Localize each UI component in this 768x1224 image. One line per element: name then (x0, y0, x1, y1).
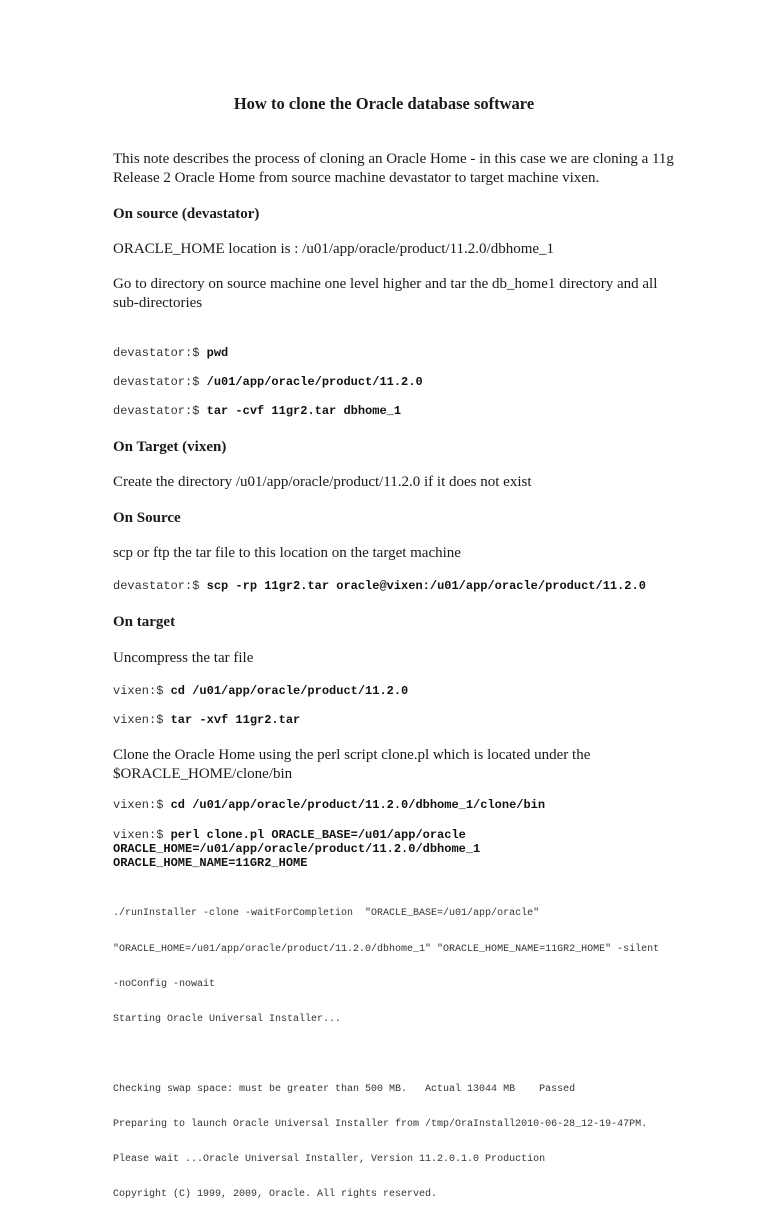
output-line: Please wait ...Oracle Universal Installer, Version 11.2.0.1.0 Production (113, 1154, 546, 1166)
shell-prompt: devastator:$ (113, 579, 207, 593)
command-line (113, 346, 228, 360)
goto-line: Go to directory on source machine one level higher and tar the db_home1 directory and all (113, 276, 658, 292)
heading-on-source-devastator: On source (devastator) (113, 206, 260, 222)
command-line (113, 684, 408, 698)
command-text: pwd (206, 346, 229, 360)
shell-prompt: vixen:$ (113, 828, 171, 842)
clone-instruction-paragraph (113, 746, 693, 784)
command-text: /u01/app/oracle/product/11.2.0 (206, 375, 423, 389)
command-text: tar -cvf 11gr2.tar dbhome_1 (206, 404, 402, 418)
uncompress-text: Uncompress the tar file (113, 650, 254, 666)
page-title: How to clone the Oracle database software (233, 94, 535, 113)
shell-prompt: devastator:$ (113, 404, 207, 418)
command-text: scp -rp 11gr2.tar oracle@vixen:/u01/app/oracle/product/11.2.0 (206, 579, 646, 593)
output-line: ./runInstaller -clone -waitForCompletion "ORACLE_BASE=/u01/app/oracle" (113, 908, 540, 920)
output-line: Copyright (C) 1999, 2009, Oracle. All rights reserved. (113, 1189, 438, 1201)
installer-output (113, 885, 659, 1224)
oracle-home-location-text: ORACLE_HOME location is : /u01/app/oracle/product/11.2.0/dbhome_1 (113, 241, 555, 257)
shell-prompt: vixen:$ (113, 684, 171, 698)
shell-prompt: vixen:$ (113, 798, 171, 812)
heading-on-target: On target (113, 614, 176, 630)
shell-prompt: devastator:$ (113, 346, 207, 360)
shell-prompt: devastator:$ (113, 375, 207, 389)
output-line: "ORACLE_HOME=/u01/app/oracle/product/11.2.0/dbhome_1" "ORACLE_HOME_NAME=11GR2_HOME" -silent (113, 943, 660, 955)
output-line: -noConfig -nowait (113, 978, 216, 990)
heading-on-target-vixen: On Target (vixen) (113, 439, 227, 455)
command-text: tar -xvf 11gr2.tar (170, 713, 301, 727)
perl-clone-command (113, 828, 480, 870)
intro-paragraph (113, 150, 693, 188)
command-line (113, 375, 423, 389)
intro-line: This note describes the process of cloning an Oracle Home - in this case we are cloning a 11g (113, 151, 674, 167)
command-text: cd /u01/app/oracle/product/11.2.0 (170, 684, 409, 698)
scp-instruction-text: scp or ftp the tar file to this location on the target machine (113, 545, 461, 561)
intro-line: Release 2 Oracle Home from source machine devastator to target machine vixen. (113, 170, 600, 186)
output-line: Checking swap space: must be greater than 500 MB. Actual 13044 MB Passed (113, 1083, 576, 1095)
heading-on-source: On Source (113, 510, 181, 526)
output-line: Starting Oracle Universal Installer... (113, 1013, 342, 1025)
command-text: perl clone.pl ORACLE_BASE=/u01/app/oracle (170, 828, 466, 842)
shell-prompt: vixen:$ (113, 713, 171, 727)
command-line (113, 404, 401, 418)
command-line (113, 579, 646, 593)
command-text: ORACLE_HOME=/u01/app/oracle/product/11.2.0/dbhome_1 (113, 842, 481, 856)
create-directory-text: Create the directory /u01/app/oracle/product/11.2.0 if it does not exist (113, 474, 532, 490)
clone-line: $ORACLE_HOME/clone/bin (113, 766, 293, 782)
command-text: ORACLE_HOME_NAME=11GR2_HOME (113, 856, 308, 870)
clone-line: Clone the Oracle Home using the perl script clone.pl which is located under the (113, 747, 591, 763)
command-line (113, 713, 300, 727)
goto-line: sub-directories (113, 295, 203, 311)
command-line (113, 798, 545, 812)
output-line (113, 1049, 659, 1061)
goto-directory-paragraph (113, 275, 693, 313)
output-line: Preparing to launch Oracle Universal Installer from /tmp/OraInstall2010-06-28_12-19-47PM. (113, 1119, 648, 1131)
command-text: cd /u01/app/oracle/product/11.2.0/dbhome_1/clone/bin (170, 798, 546, 812)
